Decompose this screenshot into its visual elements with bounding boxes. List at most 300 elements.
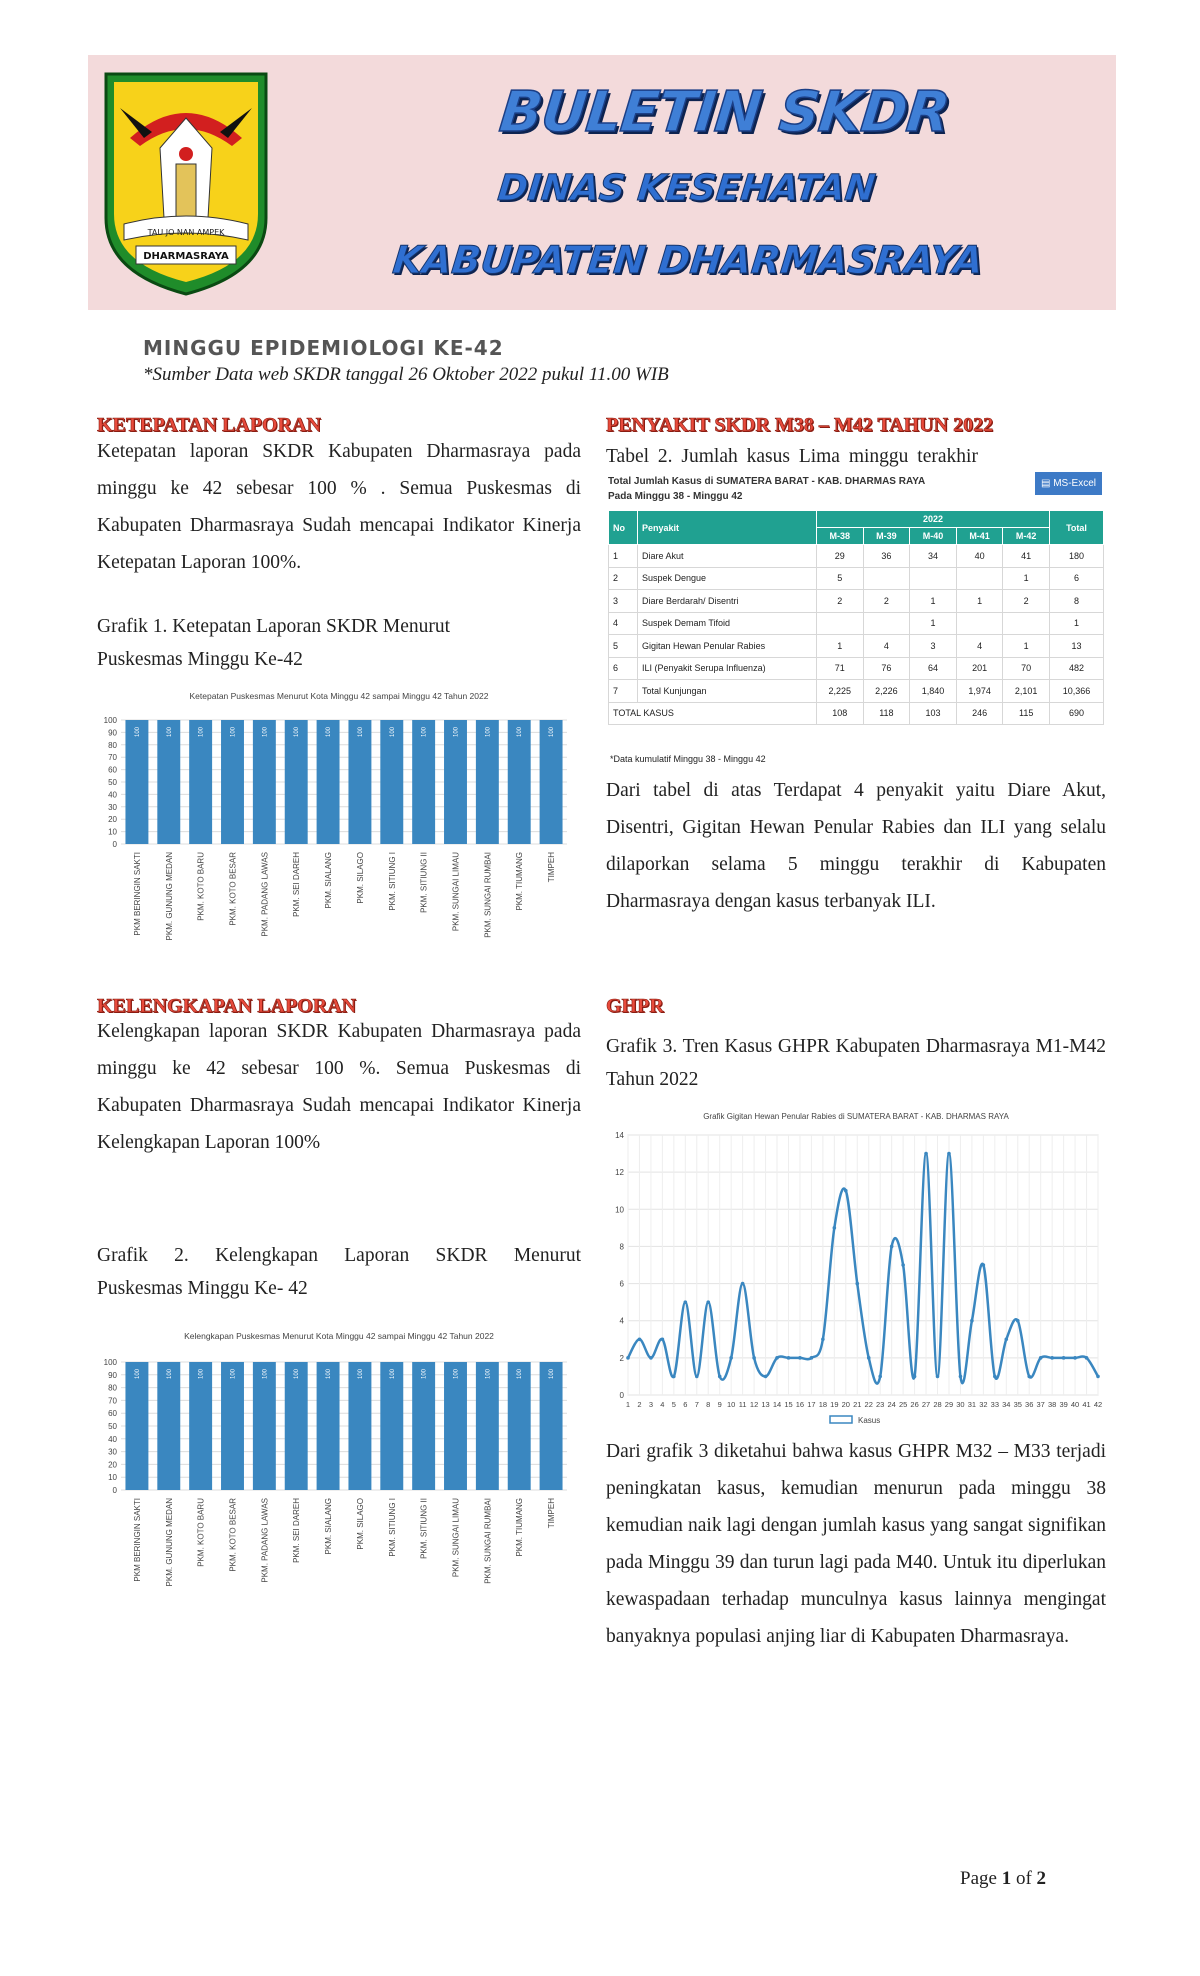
data-point	[672, 1375, 676, 1379]
x-tick-label: 32	[979, 1400, 988, 1409]
table-cell: Suspek Demam Tifoid	[638, 612, 817, 635]
table-cell: Diare Berdarah/ Disentri	[638, 590, 817, 613]
y-tick-label: 40	[108, 790, 117, 800]
x-tick-label: PKM. SITIUNG II	[419, 1498, 429, 1559]
y-tick-label: 90	[108, 728, 117, 738]
x-tick-label: PKM. SUNGAI RUMBAI	[483, 852, 493, 938]
x-tick-label: 36	[1025, 1400, 1034, 1409]
data-point	[959, 1375, 963, 1379]
y-tick-label: 14	[615, 1131, 624, 1140]
bar	[317, 720, 340, 844]
table-cell: 2	[1003, 590, 1050, 613]
data-point	[993, 1375, 997, 1379]
table-row	[609, 612, 1104, 635]
y-tick-label: 80	[108, 1383, 117, 1393]
table-cell: 3	[910, 635, 957, 658]
penyakit-table	[608, 510, 1104, 725]
table-cell: 8	[1049, 590, 1103, 613]
data-point	[810, 1356, 814, 1360]
x-tick-label: 8	[706, 1400, 711, 1409]
table-cell: 1	[1003, 567, 1050, 590]
data-point	[867, 1356, 871, 1360]
data-point	[1096, 1375, 1100, 1379]
table-cell	[863, 567, 910, 590]
data-point	[1039, 1356, 1043, 1360]
x-tick-label: PKM. GUNUNG MEDAN	[164, 1498, 174, 1587]
data-point	[626, 1356, 630, 1360]
ketepatan-heading: KETEPATAN LAPORAN	[97, 414, 321, 436]
table-cell: 76	[863, 657, 910, 680]
table-cell: 2,225	[817, 680, 864, 703]
table-row	[609, 657, 1104, 680]
bulletin-subtitle-2: KABUPATEN DHARMASRAYA	[390, 238, 986, 282]
data-point	[706, 1300, 710, 1304]
table-cell: 1	[817, 635, 864, 658]
table-cell: 5	[609, 635, 638, 658]
table-cell: 201	[956, 657, 1003, 680]
table-title-2: Pada Minggu 38 - Minggu 42	[608, 491, 743, 502]
y-tick-label: 80	[108, 740, 117, 750]
data-point	[924, 1152, 928, 1156]
bulletin-title: BULETIN SKDR	[496, 80, 953, 145]
x-tick-label: 33	[990, 1400, 1000, 1409]
ms-excel-export-button[interactable]	[1035, 472, 1102, 495]
data-point	[1004, 1337, 1008, 1341]
bar-data-label: 100	[198, 1368, 205, 1380]
y-tick-label: 2	[619, 1353, 624, 1363]
table-title-1: Total Jumlah Kasus di SUMATERA BARAT - KAB. DHARMAS RAYA	[608, 476, 926, 487]
x-tick-label: 42	[1093, 1400, 1103, 1409]
table-cell: 1	[910, 590, 957, 613]
table-cell: 36	[863, 545, 910, 568]
data-point	[844, 1189, 848, 1193]
y-tick-label: 30	[108, 802, 117, 812]
x-tick-label: 10	[726, 1400, 736, 1409]
penyakit-text: Dari tabel di atas Terdapat 4 penyakit yaitu Diare Akut, Disentri, Gigitan Hewan Penular Rabies dan ILI yang selalu dilaporkan selama 5 minggu terakhir di Kabupaten Dharmasraya dengan kasus terbanyak ILI.	[606, 780, 1106, 912]
bar	[253, 1362, 276, 1490]
dharmasraya-logo	[100, 68, 272, 298]
x-tick-label: PKM. SILAGO	[355, 852, 365, 904]
bar	[412, 1362, 435, 1490]
logo-motto: TAU JO NAN AMPEK	[147, 228, 225, 237]
data-point	[695, 1375, 699, 1379]
x-tick-label: 28	[933, 1400, 942, 1409]
data-point	[833, 1226, 837, 1230]
table-cell: 2	[863, 590, 910, 613]
table-cell	[817, 612, 864, 635]
x-tick-label: 18	[818, 1400, 828, 1409]
x-tick-label: TIMPEH	[547, 852, 557, 883]
data-point	[821, 1337, 825, 1341]
col-week: M-39	[863, 528, 910, 545]
kelengkapan-text: Kelengkapan laporan SKDR Kabupaten Dharmasraya pada minggu ke 42 sebesar 100 %. Semua Puskesmas di Kabupaten Dharmasraya Sudah mencapai Indikator Kinerja Kelengkapan Laporan 100%	[97, 1021, 581, 1153]
x-tick-label: 31	[967, 1400, 977, 1409]
x-tick-label: PKM. SIALANG	[324, 852, 334, 909]
table-cell: 4	[863, 635, 910, 658]
week-title: MINGGU EPIDEMIOLOGI KE-42	[143, 336, 504, 360]
table-cell: 13	[1049, 635, 1103, 658]
bar-data-label: 100	[294, 726, 301, 738]
grafik2-caption	[97, 1239, 581, 1305]
data-point	[741, 1282, 745, 1286]
x-tick-label: PKM. GUNUNG MEDAN	[164, 852, 174, 941]
col-total: Total	[1049, 511, 1103, 545]
source-note: *Sumber Data web SKDR tanggal 26 Oktober 2022 pukul 11.00 WIB	[143, 364, 669, 385]
table-cell: 3	[609, 590, 638, 613]
bar-data-label: 100	[134, 1368, 141, 1380]
bar-data-label: 100	[326, 726, 333, 738]
table-cell: 6	[609, 657, 638, 680]
x-tick-label: PKM. SITIUNG II	[419, 852, 429, 913]
bar	[317, 1362, 340, 1490]
bar	[540, 720, 563, 844]
bar	[157, 1362, 180, 1490]
bar-data-label: 100	[166, 726, 173, 738]
x-tick-label: 5	[671, 1400, 676, 1409]
x-tick-label: 37	[1036, 1400, 1045, 1409]
chart-title: Kelengkapan Puskesmas Menurut Kota Minggu 42 sampai Minggu 42 Tahun 2022	[184, 1331, 494, 1341]
data-point	[855, 1282, 859, 1286]
x-tick-label: PKM. PADANG LAWAS	[260, 852, 270, 937]
col-no: No	[609, 511, 638, 545]
y-tick-label: 10	[108, 827, 117, 837]
y-tick-label: 50	[108, 778, 117, 787]
x-tick-label: 9	[717, 1400, 722, 1409]
x-tick-label: PKM. KOTO BARU	[196, 852, 206, 921]
data-point	[1027, 1375, 1031, 1379]
grafik1-caption	[97, 610, 581, 676]
bar-data-label: 100	[326, 1368, 333, 1380]
table-row	[609, 545, 1104, 568]
x-tick-label: PKM. KOTO BESAR	[228, 1498, 238, 1572]
table-cell: Gigitan Hewan Penular Rabies	[638, 635, 817, 658]
y-tick-label: 4	[619, 1316, 624, 1326]
x-tick-label: 16	[795, 1400, 805, 1409]
table-cell: ILI (Penyakit Serupa Influenza)	[638, 657, 817, 680]
table-cell: 115	[1003, 702, 1050, 725]
chart-title: Grafik Gigitan Hewan Penular Rabies di SUMATERA BARAT - KAB. DHARMAS RAYA	[703, 1112, 1009, 1121]
x-tick-label: 4	[660, 1400, 665, 1409]
data-point	[649, 1356, 653, 1360]
table-total-row	[609, 702, 1104, 725]
bar-data-label: 100	[230, 1368, 237, 1380]
col-week: M-38	[817, 528, 864, 545]
data-point	[982, 1263, 986, 1267]
data-point	[1016, 1319, 1020, 1323]
x-tick-label: 22	[864, 1400, 873, 1409]
x-tick-label: 2	[637, 1400, 642, 1409]
data-point	[775, 1356, 779, 1360]
x-tick-label: 17	[807, 1400, 816, 1409]
x-tick-label: PKM. KOTO BESAR	[228, 852, 238, 926]
data-point	[638, 1337, 642, 1341]
table-footnote: *Data kumulatif Minggu 38 - Minggu 42	[610, 754, 766, 764]
bar-data-label: 100	[357, 1368, 364, 1380]
data-point	[947, 1152, 951, 1156]
table-cell: 690	[1049, 702, 1103, 725]
y-tick-label: 100	[103, 716, 117, 725]
table-cell: Diare Akut	[638, 545, 817, 568]
y-tick-label: 8	[619, 1242, 624, 1252]
table-cell: 1,974	[956, 680, 1003, 703]
bar-data-label: 100	[421, 726, 428, 738]
table-cell: 41	[1003, 545, 1050, 568]
table-cell: 2,101	[1003, 680, 1050, 703]
data-point	[798, 1356, 802, 1360]
table-cell: 1	[1049, 612, 1103, 635]
x-tick-label: PKM. PADANG LAWAS	[260, 1498, 270, 1583]
bar	[189, 720, 212, 844]
y-tick-label: 6	[619, 1279, 624, 1289]
bar-data-label: 100	[389, 726, 396, 738]
x-tick-label: 27	[921, 1400, 931, 1409]
y-tick-label: 0	[619, 1391, 624, 1400]
bar	[125, 1362, 148, 1490]
table-row	[609, 567, 1104, 590]
table-cell	[863, 612, 910, 635]
bar	[285, 720, 308, 844]
bar-data-label: 100	[453, 726, 460, 738]
logo-name: DHARMASRAYA	[143, 251, 229, 262]
table-cell: 70	[1003, 657, 1050, 680]
x-tick-label: 3	[648, 1400, 654, 1409]
table-cell	[1003, 612, 1050, 635]
x-tick-label: 12	[749, 1400, 759, 1409]
chart-title: Ketepatan Puskesmas Menurut Kota Minggu 42 sampai Minggu 42 Tahun 2022	[189, 691, 489, 701]
x-tick-label: PKM BERINGIN SAKTI	[132, 852, 142, 936]
page-footer: Page 1 of 2	[960, 1868, 1047, 1889]
table-cell: 103	[910, 702, 957, 725]
table-cell: 34	[910, 545, 957, 568]
bar	[189, 1362, 212, 1490]
y-tick-label: 60	[108, 1409, 117, 1419]
table-cell: 5	[817, 567, 864, 590]
table-cell: 29	[817, 545, 864, 568]
data-point	[970, 1319, 974, 1323]
col-year: 2022	[817, 511, 1050, 528]
grafik1-caption-line2: Puskesmas Minggu Ke-42	[97, 649, 303, 670]
plot-frame	[628, 1135, 1098, 1395]
bar-data-label: 100	[262, 1368, 269, 1380]
table-cell: 64	[910, 657, 957, 680]
y-tick-label: 10	[615, 1205, 624, 1215]
x-tick-label: PKM. SITIUNG I	[387, 1498, 397, 1557]
bar	[476, 720, 499, 844]
excel-icon: ▤	[1040, 478, 1051, 489]
y-tick-label: 90	[108, 1370, 117, 1380]
bar-data-label: 100	[517, 726, 524, 738]
bar	[412, 720, 435, 844]
x-tick-label: 25	[898, 1400, 908, 1409]
penyakit-table-panel	[606, 470, 1106, 770]
legend-label: Kasus	[858, 1416, 881, 1425]
grafik2-caption-line2: Puskesmas Minggu Ke- 42	[97, 1278, 308, 1299]
ms-excel-label: MS-Excel	[1053, 478, 1096, 489]
data-point	[936, 1375, 940, 1379]
bar	[221, 720, 244, 844]
data-point	[901, 1263, 905, 1267]
table-cell: 246	[956, 702, 1003, 725]
bar	[444, 720, 467, 844]
table-cell: Total Kunjungan	[638, 680, 817, 703]
x-tick-label: PKM. SUNGAI LIMAU	[451, 852, 461, 932]
x-tick-label: 6	[683, 1400, 688, 1409]
table-cell: 2,226	[863, 680, 910, 703]
bar	[125, 720, 148, 844]
data-point	[913, 1375, 917, 1379]
kelengkapan-heading: KELENGKAPAN LAPORAN	[97, 995, 357, 1017]
data-point	[890, 1245, 894, 1249]
bar	[508, 1362, 531, 1490]
x-tick-label: 30	[956, 1400, 965, 1409]
table-cell: 108	[817, 702, 864, 725]
ghpr-heading: GHPR	[606, 995, 664, 1017]
y-tick-label: 100	[103, 1358, 117, 1367]
bar-data-label: 100	[485, 1368, 492, 1380]
table-cell: 1,840	[910, 680, 957, 703]
y-tick-label: 20	[108, 1460, 117, 1470]
x-tick-label: 29	[944, 1400, 954, 1409]
x-tick-label: PKM. TIUMANG	[515, 1498, 525, 1557]
bar	[444, 1362, 467, 1490]
x-tick-label: 41	[1082, 1400, 1091, 1409]
table-row	[609, 680, 1104, 703]
y-tick-label: 10	[108, 1473, 117, 1483]
x-tick-label: 26	[910, 1400, 919, 1409]
table-cell: 71	[817, 657, 864, 680]
x-tick-label: PKM. SILAGO	[355, 1498, 365, 1550]
x-tick-label: TIMPEH	[547, 1498, 557, 1529]
bar-data-label: 100	[517, 1368, 524, 1380]
table-cell	[956, 612, 1003, 635]
x-tick-label: 24	[887, 1400, 896, 1409]
bar-data-label: 100	[549, 726, 556, 738]
table-row	[609, 590, 1104, 613]
table-cell: 4	[956, 635, 1003, 658]
table-cell: 10,366	[1049, 680, 1103, 703]
table-cell: 2	[817, 590, 864, 613]
bar	[380, 720, 403, 844]
bar-data-label: 100	[357, 726, 364, 738]
col-week: M-41	[956, 528, 1003, 545]
table-cell: 2	[609, 567, 638, 590]
series-line-kasus	[628, 1154, 1098, 1384]
data-point	[729, 1356, 733, 1360]
table-cell: 118	[863, 702, 910, 725]
bar-data-label: 100	[230, 726, 237, 738]
table-cell: TOTAL KASUS	[609, 702, 817, 725]
table-cell: 1	[609, 545, 638, 568]
x-tick-label: 34	[1002, 1400, 1011, 1409]
penyakit-heading: PENYAKIT SKDR M38 – M42 TAHUN 2022	[606, 414, 994, 436]
table-cell: 180	[1049, 545, 1103, 568]
ketepatan-text: Ketepatan laporan SKDR Kabupaten Dharmasraya pada minggu ke 42 sebesar 100 % . Semua Puskesmas di Kabupaten Dharmasraya Sudah mencapai Indikator Kinerja Ketepatan Laporan 100%.	[97, 441, 581, 573]
data-point	[752, 1356, 756, 1360]
table-cell: 6	[1049, 567, 1103, 590]
grafik1-caption-line1: Grafik 1. Ketepatan Laporan SKDR Menurut	[97, 616, 451, 637]
x-tick-label: PKM. SUNGAI LIMAU	[451, 1498, 461, 1578]
x-tick-label: PKM. TIUMANG	[515, 852, 525, 911]
bar-data-label: 100	[453, 1368, 460, 1380]
x-tick-label: 1	[625, 1400, 631, 1409]
y-tick-label: 12	[615, 1168, 624, 1178]
tabel2-caption: Tabel 2. Jumlah kasus Lima minggu terakhir	[606, 446, 978, 467]
x-tick-label: 20	[841, 1400, 850, 1409]
data-point	[661, 1337, 665, 1341]
x-tick-label: PKM. SITIUNG I	[387, 852, 397, 911]
x-tick-label: PKM. SUNGAI RUMBAI	[483, 1498, 493, 1584]
data-point	[1062, 1356, 1066, 1360]
x-tick-label: 40	[1070, 1400, 1080, 1409]
table-cell: Suspek Dengue	[638, 567, 817, 590]
x-tick-label: 19	[830, 1400, 839, 1409]
data-point	[764, 1375, 768, 1379]
ghpr-line-chart	[606, 1105, 1106, 1435]
y-tick-label: 0	[112, 1486, 117, 1495]
y-tick-label: 40	[108, 1434, 117, 1444]
table-cell: 1	[910, 612, 957, 635]
ketepatan-bar-chart	[97, 685, 581, 975]
y-tick-label: 70	[108, 1396, 117, 1406]
x-tick-label: 38	[1047, 1400, 1057, 1409]
x-tick-label: 21	[853, 1400, 862, 1409]
table-cell: 1	[956, 590, 1003, 613]
data-point	[1073, 1356, 1077, 1360]
x-tick-label: PKM. SEI DAREH	[292, 1498, 302, 1563]
y-tick-label: 70	[108, 753, 117, 763]
ghpr-text: Dari grafik 3 diketahui bahwa kasus GHPR M32 – M33 terjadi peningkatan kasus, kemudian menurun pada minggu 38 kemudian naik lagi dengan jumlah kasus yang sangat signifikan pada Minggu 39 dan turun lagi pada M40. Untuk itu diperlukan kewaspadaan terhadap munculnya kasus lainnya mengingat banyaknya populasi anjing liar di Kabupaten Dharmasraya.	[606, 1441, 1106, 1647]
bar	[157, 720, 180, 844]
data-point	[684, 1300, 688, 1304]
bar	[540, 1362, 563, 1490]
table-cell: 7	[609, 680, 638, 703]
table-cell: 482	[1049, 657, 1103, 680]
y-tick-label: 30	[108, 1447, 117, 1457]
bar	[348, 1362, 371, 1490]
bar	[508, 720, 531, 844]
bar	[348, 720, 371, 844]
y-tick-label: 60	[108, 765, 117, 775]
bar-data-label: 100	[134, 726, 141, 738]
table-cell	[910, 567, 957, 590]
data-point	[1085, 1356, 1089, 1360]
y-tick-label: 20	[108, 815, 117, 825]
bar-data-label: 100	[166, 1368, 173, 1380]
bar-data-label: 100	[294, 1368, 301, 1380]
kelengkapan-bar-chart	[97, 1325, 581, 1625]
data-point	[718, 1375, 722, 1379]
bar-data-label: 100	[421, 1368, 428, 1380]
bar	[221, 1362, 244, 1490]
x-tick-label: 14	[772, 1400, 782, 1409]
table-cell: 40	[956, 545, 1003, 568]
bar	[476, 1362, 499, 1490]
x-tick-label: 7	[694, 1400, 699, 1409]
grafik3-caption: Grafik 3. Tren Kasus GHPR Kabupaten Dharmasraya M1-M42 Tahun 2022	[606, 1036, 1106, 1090]
x-tick-label: PKM. KOTO BARU	[196, 1498, 206, 1567]
bar-data-label: 100	[389, 1368, 396, 1380]
legend-swatch	[830, 1416, 852, 1423]
bar-data-label: 100	[485, 726, 492, 738]
x-tick-label: 13	[761, 1400, 770, 1409]
x-tick-label: PKM BERINGIN SAKTI	[132, 1498, 142, 1582]
grafik2-caption-line1: Grafik 2. Kelengkapan Laporan SKDR Menurut	[97, 1245, 581, 1266]
bar	[380, 1362, 403, 1490]
col-week: M-42	[1003, 528, 1050, 545]
bar-data-label: 100	[549, 1368, 556, 1380]
bulletin-subtitle-1: DINAS KESEHATAN	[495, 168, 878, 209]
x-tick-label: 11	[738, 1400, 747, 1409]
